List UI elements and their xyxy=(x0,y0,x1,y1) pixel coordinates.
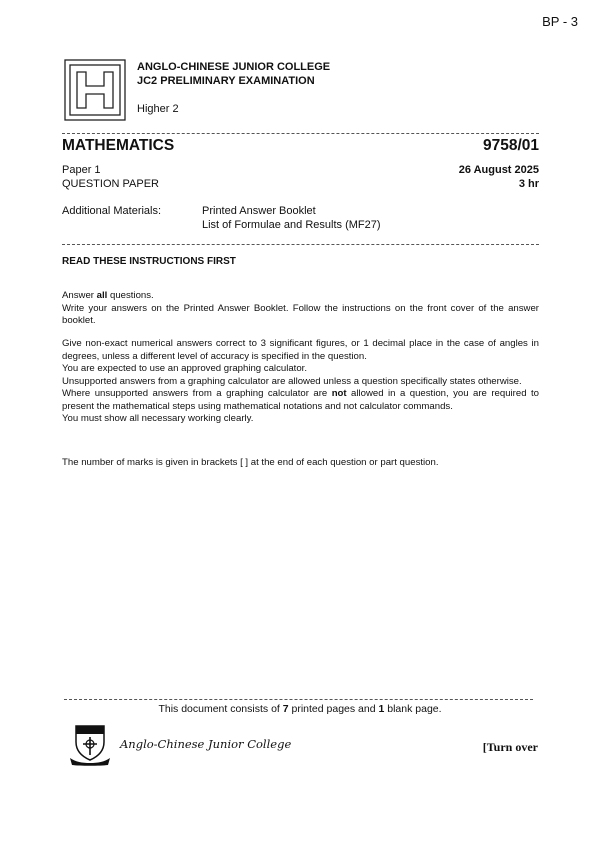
answer-all-line: Answer all questions. xyxy=(62,290,154,301)
exam-date: 26 August 2025 xyxy=(458,164,539,176)
working-line: You must show all necessary working clearly. xyxy=(62,413,254,424)
answer-instructions xyxy=(62,290,539,328)
level-label: Higher 2 xyxy=(137,103,179,115)
top-divider xyxy=(62,133,539,134)
materials-list xyxy=(202,205,381,232)
marks-instructions xyxy=(62,457,539,470)
paper-schedule xyxy=(459,164,539,191)
write-answers-line: Write your answers on the Printed Answer Booklet. Follow the instructions on the front cover of the answer booklet. xyxy=(62,302,539,326)
page-count-note: This document consists of 7 printed pages and 1 blank page. xyxy=(158,703,442,715)
accuracy-instructions xyxy=(62,338,539,426)
unsupported-line: Unsupported answers from a graphing calculator are allowed unless a question specifically states otherwise. xyxy=(62,375,522,387)
footer-divider xyxy=(64,699,533,700)
paper-info xyxy=(62,164,159,191)
exam-name: JC2 PRELIMINARY EXAMINATION xyxy=(137,75,315,87)
exam-duration: 3 hr xyxy=(518,177,539,190)
paper-number: Paper 1 xyxy=(62,164,101,176)
page-code-label: BP - 3 xyxy=(542,14,578,29)
college-name: Anglo-Chinese Junior College xyxy=(120,737,292,751)
marks-line: The number of marks is given in brackets [ ] at the end of each question or part question. xyxy=(62,457,439,468)
subject-code: 9758/01 xyxy=(482,137,539,154)
h2-logo-icon xyxy=(64,59,126,121)
not-allowed-line: Where unsupported answers from a graphing calculator are not allowed in a question, you are required to present the mathematical steps using mathematical notations and not calculator commands. xyxy=(62,388,539,412)
calculator-line: You are expected to use an approved graphing calculator. xyxy=(62,363,307,374)
middle-divider xyxy=(62,244,539,245)
instructions-heading: READ THESE INSTRUCTIONS FIRST xyxy=(62,256,236,267)
material-item: Printed Answer Booklet xyxy=(202,205,316,217)
school-heading xyxy=(137,60,330,88)
subject-title: MATHEMATICS xyxy=(62,137,175,154)
turn-over-note: [Turn over xyxy=(482,740,538,754)
materials-label: Additional Materials: xyxy=(62,205,162,217)
college-crest-icon xyxy=(68,722,112,766)
precision-line: Give non-exact numerical answers correct to 3 significant figures, or 1 decimal place in the case of angles in degrees, unless a different level of accuracy is specified in the question. xyxy=(62,338,539,362)
material-item: List of Formulae and Results (MF27) xyxy=(202,218,381,231)
school-name: ANGLO-CHINESE JUNIOR COLLEGE xyxy=(137,61,331,73)
paper-type: QUESTION PAPER xyxy=(62,177,159,190)
